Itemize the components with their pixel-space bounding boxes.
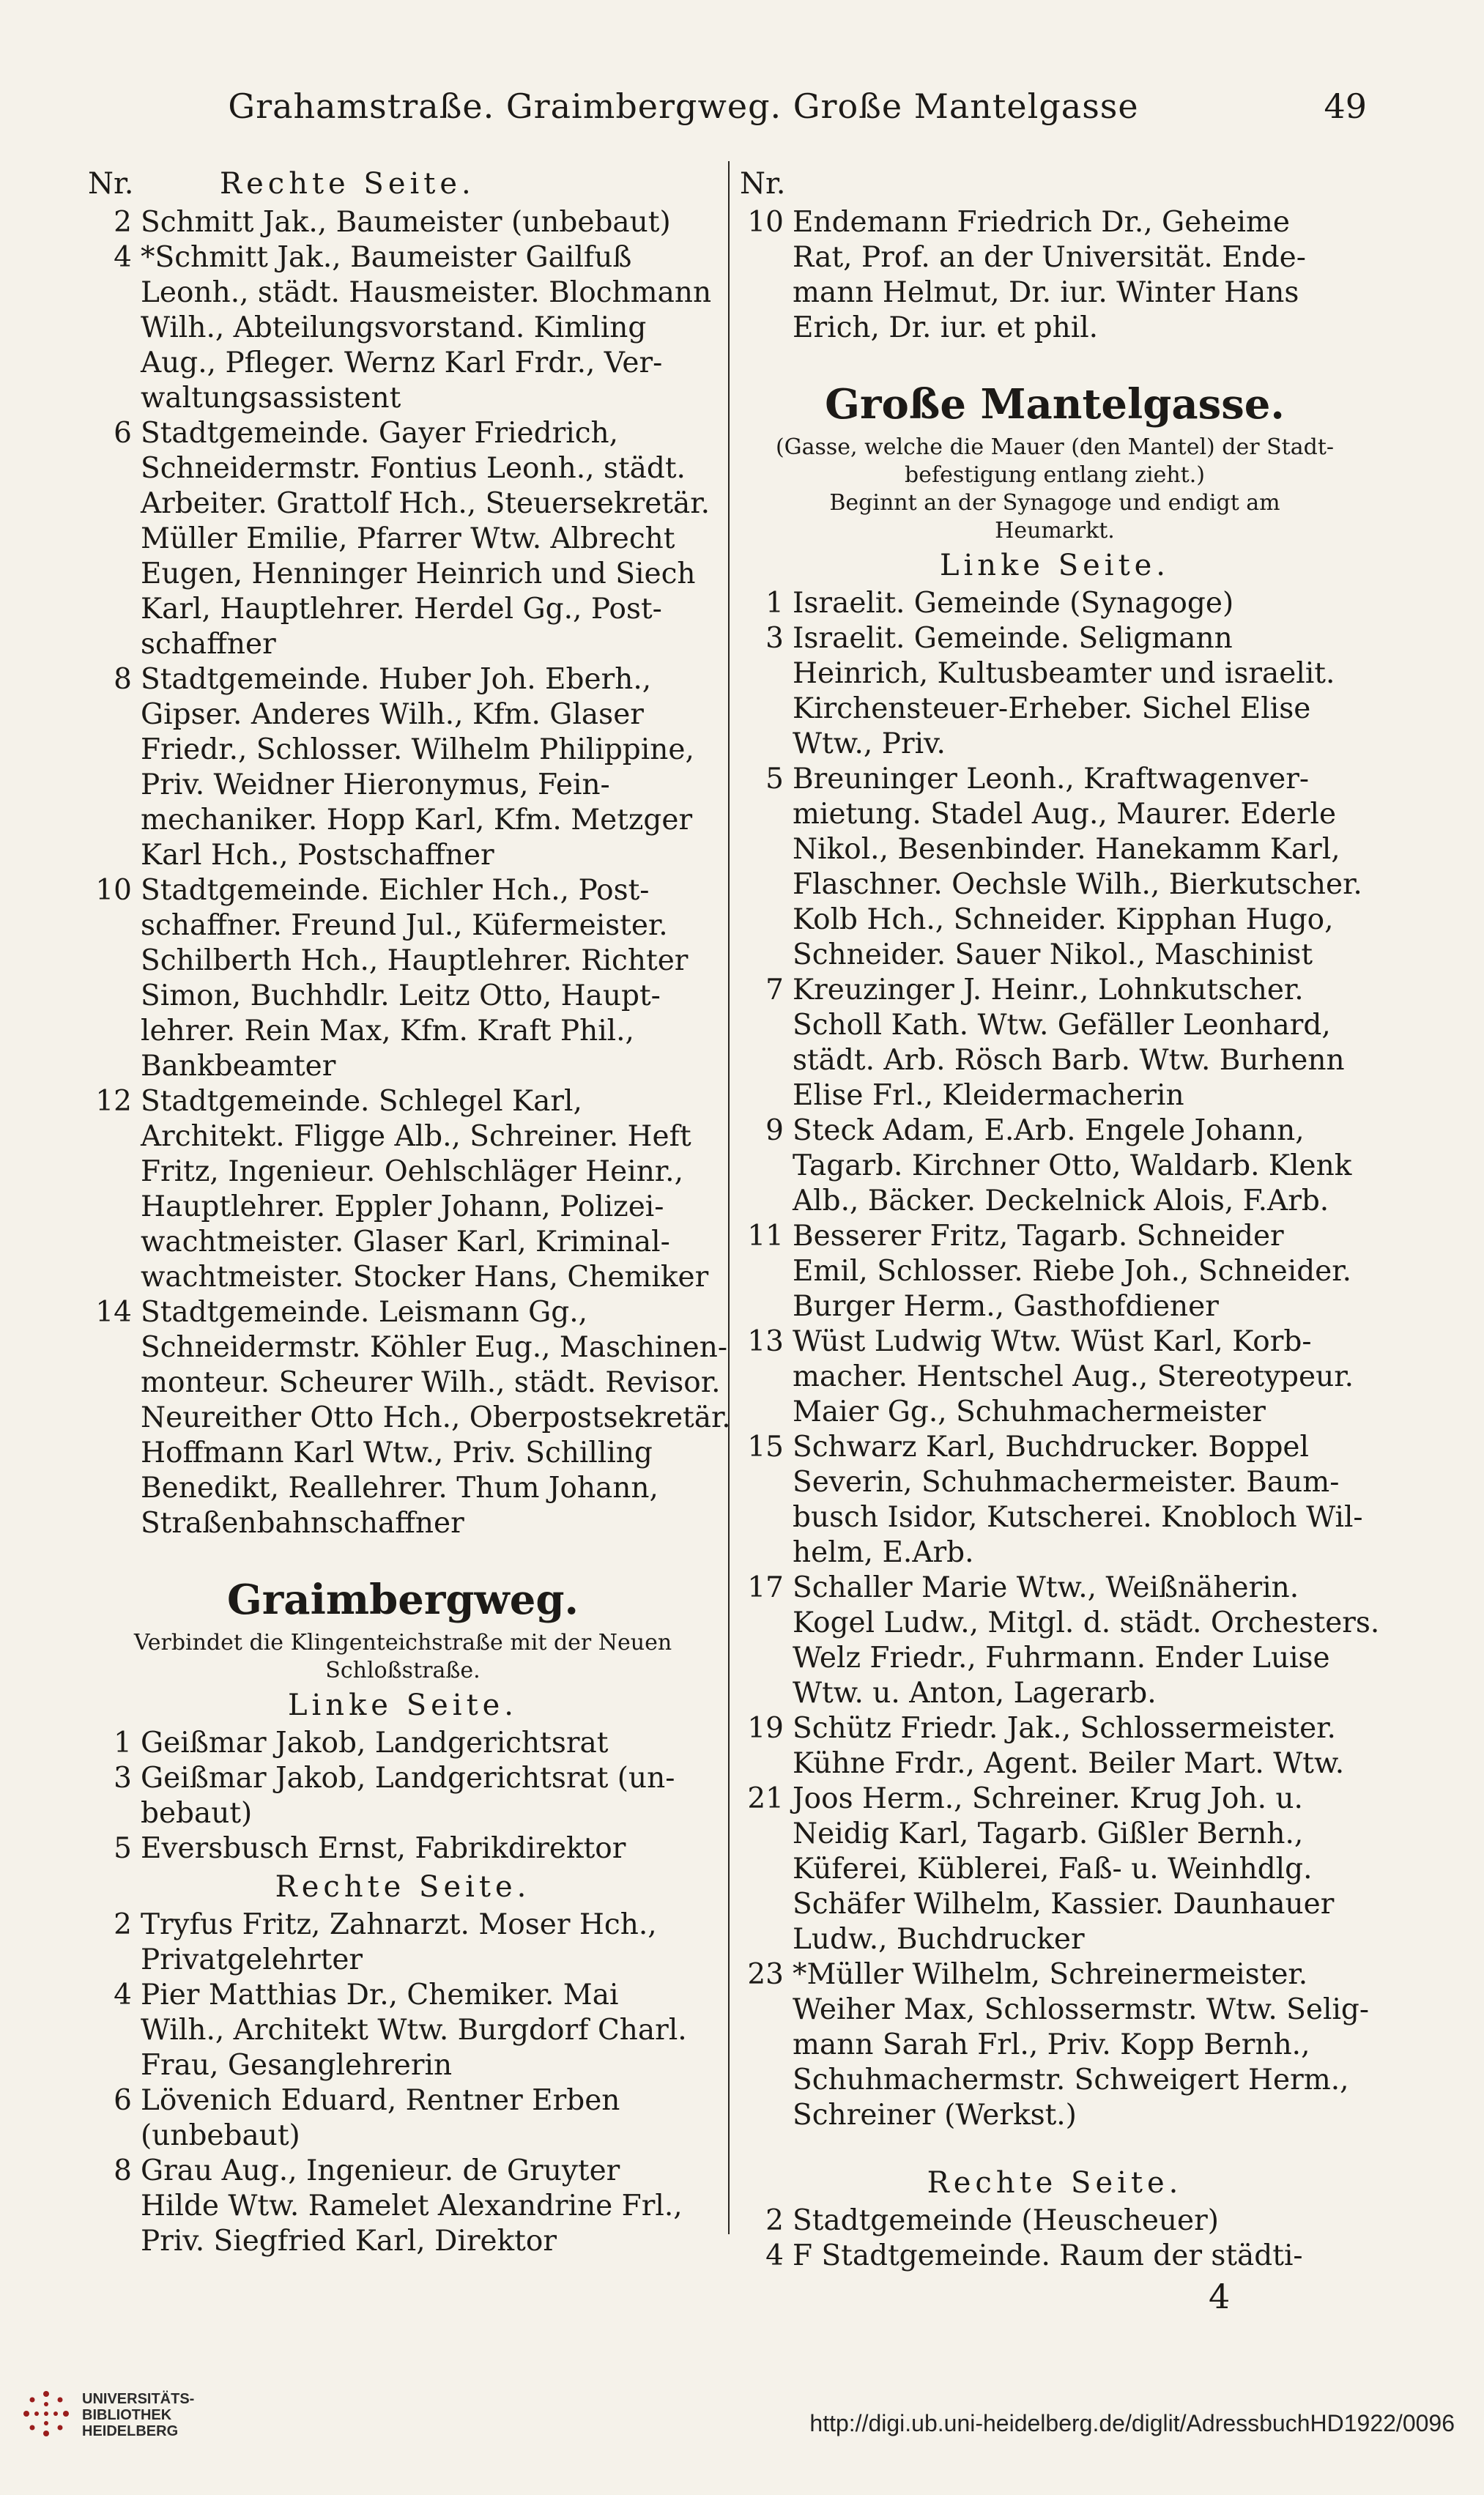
resident-list <box>141 416 718 662</box>
entry-line: Nikol., Besenbinder. Hanekamm Karl, <box>793 833 1340 866</box>
entry-line: monteur. Scheurer Wilh., städt. Revisor. <box>141 1366 721 1399</box>
entry-line: Eversbusch Ernst, Fabrikdirektor <box>141 1832 626 1865</box>
resident-list <box>141 1908 718 1978</box>
entry-line: Schmitt Jak., Baumeister (unbebaut) <box>141 206 671 239</box>
entry-line: Endemann Friedrich Dr., Geheime <box>793 206 1290 239</box>
entry-line: helm, E.Arb. <box>793 1536 974 1569</box>
entry-line: Welz Friedr., Fuhrmann. Ender Luise <box>793 1642 1330 1675</box>
entry-line: Weiher Max, Schlossermstr. Wtw. Selig- <box>793 1993 1370 2026</box>
entry-line: bebaut) <box>141 1797 253 1830</box>
entry-list <box>740 586 1380 2133</box>
source-url[interactable]: http://digi.ub.uni-heidelberg.de/diglit/AdressbuchHD1922/0096 <box>809 2410 1455 2436</box>
resident-list <box>793 586 1370 621</box>
house-number: 10 <box>95 874 132 907</box>
entry-line: Rat, Prof. an der Universität. Ende- <box>793 241 1306 274</box>
street-description: Verbindet die Klingenteichstraße mit der Neuen Schloßstraße. <box>133 1630 672 1683</box>
entry-line: Emil, Schlosser. Riebe Joh., Schneider. <box>793 1255 1352 1288</box>
entry-line: Schütz Friedr. Jak., Schlossermeister. <box>793 1712 1336 1745</box>
house-number: 9 <box>765 1114 784 1147</box>
entry-line: Schaller Marie Wtw., Weißnäherin. <box>793 1571 1299 1604</box>
entry-list <box>88 205 731 1541</box>
entry-line: Leonh., städt. Hausmeister. Blochmann <box>141 276 712 309</box>
nr-label: Nr. <box>88 167 134 201</box>
entry-line: Pier Matthias Dr., Chemiker. Mai <box>141 1979 619 2012</box>
entry-line: Hoffmann Karl Wtw., Priv. Schilling <box>141 1436 653 1469</box>
entry-line: Stadtgemeinde. Gayer Friedrich, <box>141 417 619 450</box>
address-entry <box>740 1219 1370 1324</box>
house-number: 6 <box>114 2084 132 2117</box>
entry-line: Priv. Weidner Hieronymus, Fein- <box>141 768 610 801</box>
entry-line: Maier Gg., Schuhmachermeister <box>793 1395 1266 1428</box>
entry-line: Alb., Bäcker. Deckelnick Alois, F.Arb. <box>793 1185 1329 1217</box>
house-number: 6 <box>114 417 132 450</box>
entry-line: Wilh., Abteilungsvorstand. Kimling <box>141 311 647 344</box>
street-description: (Gasse, welche die Mauer (den Mantel) der Stadt- <box>775 434 1335 460</box>
entry-line: Schwarz Karl, Buchdrucker. Boppel <box>793 1431 1309 1464</box>
address-entry <box>88 2083 718 2154</box>
resident-list <box>141 1726 718 1761</box>
house-number: 8 <box>114 663 132 696</box>
entry-line: Schreiner (Werkst.) <box>793 2099 1077 2132</box>
house-number: 3 <box>114 1762 132 1795</box>
resident-list <box>793 2239 1370 2274</box>
entry-line: Breuninger Leonh., Kraftwagenver- <box>793 763 1310 796</box>
library-logo-icon <box>21 2388 72 2439</box>
entry-line: Tagarb. Kirchner Otto, Waldarb. Klenk <box>793 1149 1352 1182</box>
entry-line: Neureither Otto Hch., Oberpostsekretär. <box>141 1401 731 1434</box>
address-entry <box>88 1726 718 1761</box>
entry-line: busch Isidor, Kutscherei. Knobloch Wil- <box>793 1501 1363 1534</box>
address-entry <box>740 1711 1370 1782</box>
entry-line: wachtmeister. Stocker Hans, Chemiker <box>141 1261 709 1294</box>
resident-list <box>141 2154 718 2259</box>
entry-line: Straßenbahnschaffner <box>141 1507 464 1540</box>
entry-line: Schneider. Sauer Nikol., Maschinist <box>793 938 1313 971</box>
entry-line: Kirchensteuer-Erheber. Sichel Elise <box>793 692 1311 725</box>
house-number: 1 <box>765 587 784 620</box>
house-number: 2 <box>114 1908 132 1941</box>
entry-line: Heinrich, Kultusbeamter und israelit. <box>793 657 1335 690</box>
resident-list <box>141 1084 718 1295</box>
resident-list <box>141 1295 731 1541</box>
address-entry <box>740 1324 1370 1430</box>
entry-line: Stadtgemeinde (Heuscheuer) <box>793 2204 1219 2237</box>
entry-line: Fritz, Ingenieur. Oehlschläger Heinr., <box>141 1155 683 1188</box>
right-column <box>740 163 1380 2274</box>
resident-list <box>793 973 1370 1113</box>
entry-line: Karl, Hauptlehrer. Herdel Gg., Post- <box>141 593 662 626</box>
entry-line: Schneidermstr. Köhler Eug., Maschinen- <box>141 1331 728 1364</box>
entry-line: Ludw., Buchdrucker <box>793 1923 1085 1956</box>
entry-line: Burger Herm., Gasthofdiener <box>793 1290 1219 1323</box>
house-number: 4 <box>765 2239 784 2272</box>
entry-line: Israelit. Gemeinde (Synagoge) <box>793 587 1234 620</box>
address-entry <box>88 1831 718 1866</box>
address-entry <box>88 416 718 662</box>
entry-line: Gipser. Anderes Wilh., Kfm. Glaser <box>141 698 644 731</box>
address-entry <box>740 1430 1370 1571</box>
resident-list <box>793 621 1370 762</box>
house-number: 2 <box>114 206 132 239</box>
entry-line: Stadtgemeinde. Eichler Hch., Post- <box>141 874 650 907</box>
resident-list <box>793 1571 1379 1711</box>
house-number: 21 <box>747 1782 784 1815</box>
entry-line: Müller Emilie, Pfarrer Wtw. Albrecht <box>141 522 675 555</box>
address-entry <box>88 205 718 240</box>
entry-line: Neidig Karl, Tagarb. Gißler Bernh., <box>793 1817 1304 1850</box>
resident-list <box>793 1782 1370 1957</box>
resident-list <box>141 1978 718 2083</box>
address-entry <box>740 1782 1370 1957</box>
entry-line: lehrer. Rein Max, Kfm. Kraft Phil., <box>141 1015 634 1048</box>
entry-line: Schilberth Hch., Hauptlehrer. Richter <box>141 944 689 977</box>
resident-list <box>141 873 718 1084</box>
side-label: Rechte Seite. <box>220 167 475 201</box>
nr-label: Nr. <box>740 167 786 201</box>
house-number: 11 <box>747 1220 784 1253</box>
address-entry <box>88 662 718 873</box>
entry-line: Geißmar Jakob, Landgerichtsrat (un- <box>141 1762 675 1795</box>
entry-list <box>88 1726 718 1866</box>
entry-line: Stadtgemeinde. Schlegel Karl, <box>141 1085 582 1118</box>
entry-line: Israelit. Gemeinde. Seligmann <box>793 622 1233 655</box>
resident-list <box>793 2203 1370 2239</box>
entry-line: wachtmeister. Glaser Karl, Kriminal- <box>141 1226 670 1258</box>
entry-list <box>740 2203 1370 2274</box>
entry-line: waltungsassistent <box>141 382 401 415</box>
left-column <box>88 163 731 2259</box>
address-entry <box>88 873 718 1084</box>
page-number: 49 <box>1324 86 1367 126</box>
signature-mark: 4 <box>1209 2277 1231 2316</box>
house-number: 8 <box>114 2154 132 2187</box>
resident-list <box>793 205 1370 346</box>
entry-line: schaffner <box>141 628 276 661</box>
entry-line: Priv. Siegfried Karl, Direktor <box>141 2225 557 2258</box>
resident-list <box>141 2083 718 2154</box>
side-heading: Rechte Seite. <box>927 2166 1183 2200</box>
entry-line: *Müller Wilhelm, Schreinermeister. <box>793 1958 1308 1991</box>
resident-list <box>793 1324 1370 1430</box>
entry-line: Besserer Fritz, Tagarb. Schneider <box>793 1220 1284 1253</box>
entry-line: Steck Adam, E.Arb. Engele Johann, <box>793 1114 1305 1147</box>
entry-line: schaffner. Freund Jul., Küfermeister. <box>141 909 668 942</box>
house-number: 19 <box>747 1712 784 1745</box>
resident-list <box>141 240 718 416</box>
entry-line: Kühne Frdr., Agent. Beiler Mart. Wtw. <box>793 1747 1345 1780</box>
entry-line: Wüst Ludwig Wtw. Wüst Karl, Korb- <box>793 1325 1312 1358</box>
entry-line: Privatgelehrter <box>141 1943 363 1976</box>
column-header <box>740 163 1370 205</box>
house-number: 2 <box>765 2204 784 2237</box>
resident-list <box>793 762 1370 973</box>
entry-line: Kogel Ludw., Mitgl. d. städt. Orchesters. <box>793 1606 1380 1639</box>
address-entry <box>740 621 1370 762</box>
house-number: 12 <box>95 1085 132 1118</box>
column-divider <box>728 161 730 2234</box>
house-number: 4 <box>114 241 132 274</box>
side-heading: Linke Seite. <box>287 1688 519 1722</box>
entry-line: mann Sarah Frl., Priv. Kopp Bernh., <box>793 2028 1310 2061</box>
address-entry <box>740 973 1370 1113</box>
house-number: 5 <box>765 763 784 796</box>
address-entry <box>88 1295 731 1541</box>
resident-list <box>793 1430 1370 1571</box>
entry-line: Scholl Kath. Wtw. Gefäller Leonhard, <box>793 1009 1331 1042</box>
entry-line: städt. Arb. Rösch Barb. Wtw. Burhenn <box>793 1044 1345 1077</box>
address-entry <box>88 1761 718 1831</box>
running-title: Grahamstraße. Graimbergweg. Große Mantelgasse <box>228 86 1139 126</box>
address-entry <box>740 762 1370 973</box>
resident-list <box>141 1831 718 1866</box>
house-number: 10 <box>747 206 784 239</box>
street-title: Graimbergweg. <box>226 1576 579 1624</box>
footer <box>0 2366 1484 2495</box>
resident-list <box>793 1113 1370 1219</box>
street-description: Heumarkt. <box>995 518 1115 544</box>
entry-line: Wtw., Priv. <box>793 727 946 760</box>
address-entry <box>740 1571 1380 1711</box>
entry-line: Hilde Wtw. Ramelet Alexandrine Frl., <box>141 2190 683 2222</box>
entry-line: (unbebaut) <box>141 2119 300 2152</box>
address-entry <box>740 2239 1370 2274</box>
house-number: 1 <box>114 1727 132 1760</box>
resident-list <box>793 1711 1370 1782</box>
address-entry <box>740 586 1370 621</box>
entry-line: Eugen, Henninger Heinrich und Siech <box>141 557 696 590</box>
entry-line: Joos Herm., Schreiner. Krug Joh. u. <box>793 1782 1303 1815</box>
entry-line: Erich, Dr. iur. et phil. <box>793 311 1099 344</box>
entry-line: Stadtgemeinde. Huber Joh. Eberh., <box>141 663 652 696</box>
entry-line: Hauptlehrer. Eppler Johann, Polizei- <box>141 1190 664 1223</box>
entry-line: Tryfus Fritz, Zahnarzt. Moser Hch., <box>141 1908 657 1941</box>
address-entry <box>88 1908 718 1978</box>
entry-line: Frau, Gesanglehrerin <box>141 2049 453 2082</box>
street-description: Beginnt an der Synagoge und endigt am <box>829 490 1280 516</box>
entry-line: mietung. Stadel Aug., Maurer. Ederle <box>793 798 1337 831</box>
house-number: 13 <box>747 1325 784 1358</box>
house-number: 4 <box>114 1979 132 2012</box>
house-number: 5 <box>114 1832 132 1865</box>
entry-list <box>740 205 1370 346</box>
entry-line: Schäfer Wilhelm, Kassier. Daunhauer <box>793 1888 1335 1921</box>
resident-list <box>141 205 718 240</box>
column-header <box>88 163 718 205</box>
entry-line: Flaschner. Oechsle Wilh., Bierkutscher. <box>793 868 1362 901</box>
library-name: UNIVERSITÄTS- BIBLIOTHEK HEIDELBERG <box>82 2391 195 2439</box>
entry-line: Elise Frl., Kleidermacherin <box>793 1079 1184 1112</box>
entry-line: *Schmitt Jak., Baumeister Gailfuß <box>141 241 632 274</box>
address-entry <box>88 1084 718 1295</box>
entry-list <box>88 1908 718 2259</box>
entry-line: Stadtgemeinde. Leismann Gg., <box>141 1296 588 1329</box>
entry-line: Severin, Schuhmachermeister. Baum- <box>793 1466 1340 1499</box>
entry-line: Schneidermstr. Fontius Leonh., städt. <box>141 452 686 485</box>
entry-line: Küferei, Küblerei, Faß- u. Weinhdlg. <box>793 1853 1313 1886</box>
side-heading: Rechte Seite. <box>275 1870 531 1904</box>
house-number: 23 <box>747 1958 784 1991</box>
entry-line: Bankbeamter <box>141 1050 336 1083</box>
street-description: befestigung entlang zieht.) <box>905 462 1205 488</box>
entry-line: Arbeiter. Grattolf Hch., Steuersekretär. <box>141 487 711 520</box>
resident-list <box>793 1219 1370 1324</box>
entry-line: Lövenich Eduard, Rentner Erben <box>141 2084 620 2117</box>
entry-line: Wilh., Architekt Wtw. Burgdorf Charl. <box>141 2014 687 2047</box>
address-entry <box>740 205 1370 346</box>
street-title: Große Mantelgasse. <box>825 380 1285 429</box>
entry-line: Geißmar Jakob, Landgerichtsrat <box>141 1727 609 1760</box>
entry-line: Kolb Hch., Schneider. Kipphan Hugo, <box>793 903 1334 936</box>
entry-line: Architekt. Fligge Alb., Schreiner. Heft <box>141 1120 691 1153</box>
house-number: 17 <box>747 1571 784 1604</box>
address-entry <box>88 240 718 416</box>
side-heading: Linke Seite. <box>939 549 1170 582</box>
entry-line: Schuhmachermstr. Schweigert Herm., <box>793 2064 1349 2097</box>
address-entry <box>88 1978 718 2083</box>
entry-line: mann Helmut, Dr. iur. Winter Hans <box>793 276 1299 309</box>
entry-line: Karl Hch., Postschaffner <box>141 839 494 872</box>
entry-line: Benedikt, Reallehrer. Thum Johann, <box>141 1472 658 1505</box>
address-entry <box>740 1957 1370 2133</box>
address-entry <box>740 2203 1370 2239</box>
resident-list <box>793 1957 1370 2133</box>
entry-line: mechaniker. Hopp Karl, Kfm. Metzger <box>141 804 693 837</box>
page-header <box>117 86 1367 138</box>
address-entry <box>740 1113 1370 1219</box>
entry-line: macher. Hentschel Aug., Stereotypeur. <box>793 1360 1354 1393</box>
address-entry <box>88 2154 718 2259</box>
entry-line: Grau Aug., Ingenieur. de Gruyter <box>141 2154 620 2187</box>
house-number: 14 <box>95 1296 132 1329</box>
entry-line: Aug., Pfleger. Wernz Karl Frdr., Ver- <box>141 346 663 379</box>
entry-line: Friedr., Schlosser. Wilhelm Philippine, <box>141 733 694 766</box>
house-number: 7 <box>765 974 784 1006</box>
entry-line: Simon, Buchhdlr. Leitz Otto, Haupt- <box>141 979 661 1012</box>
resident-list <box>141 1761 718 1831</box>
entry-line: F Stadtgemeinde. Raum der städti- <box>793 2239 1303 2272</box>
house-number: 15 <box>747 1431 784 1464</box>
house-number: 3 <box>765 622 784 655</box>
resident-list <box>141 662 718 873</box>
entry-line: Kreuzinger J. Heinr., Lohnkutscher. <box>793 974 1304 1006</box>
entry-line: Wtw. u. Anton, Lagerarb. <box>793 1677 1157 1710</box>
